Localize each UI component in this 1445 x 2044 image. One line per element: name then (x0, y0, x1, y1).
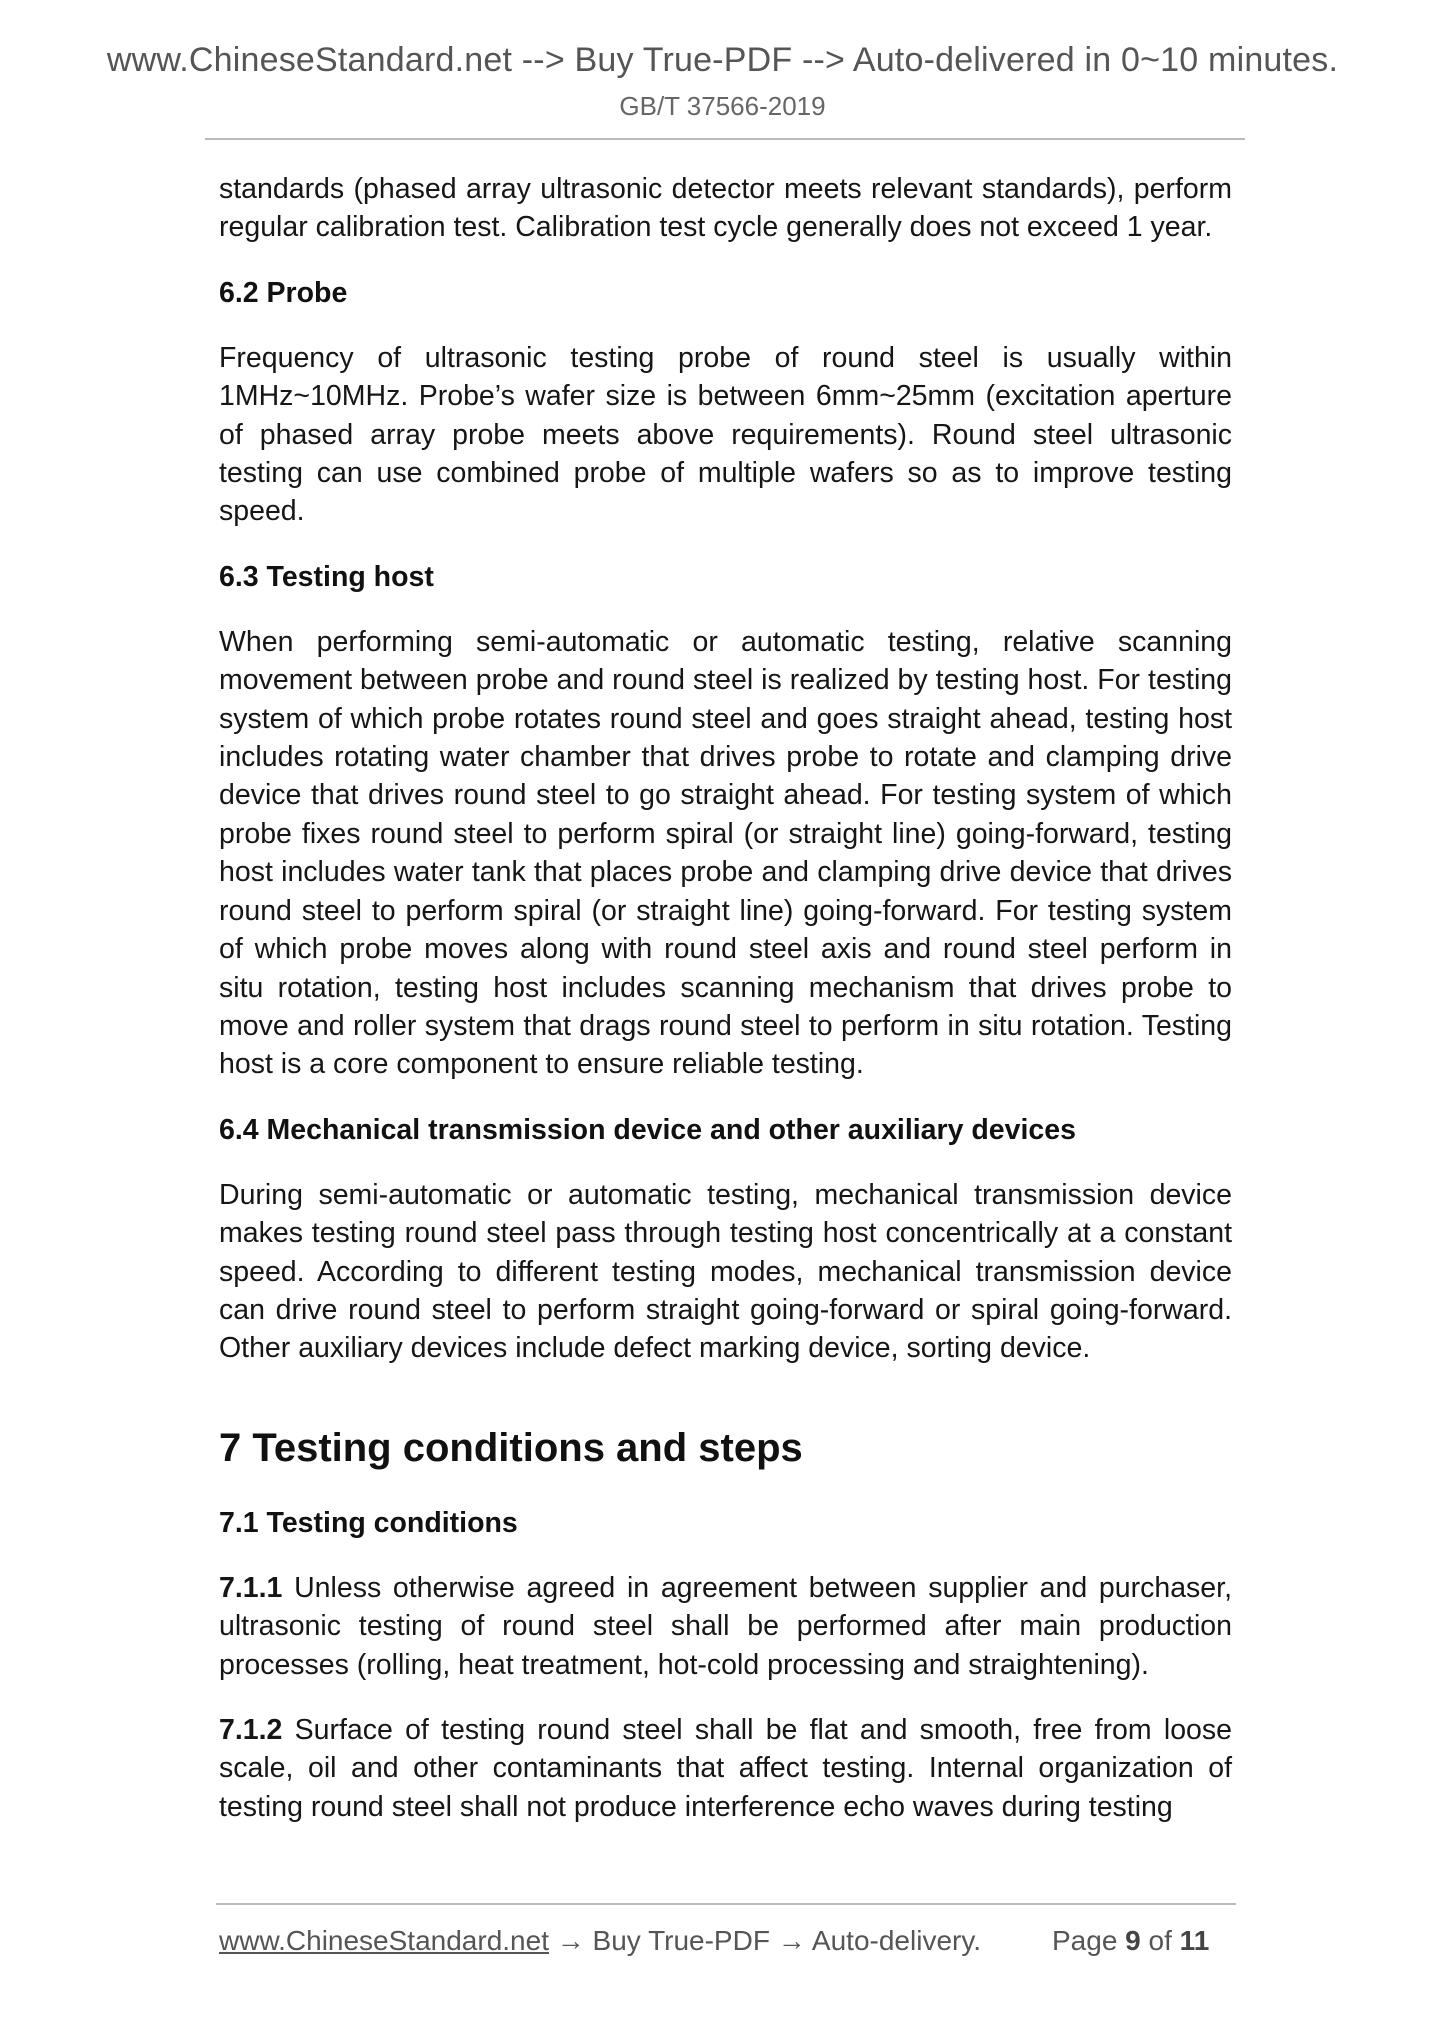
total-page-number: 11 (1179, 1925, 1210, 1956)
heading-6-2: 6.2 Probe (219, 276, 348, 309)
heading-6-4: 6.4 Mechanical transmission device and other auxiliary devices (219, 1113, 1076, 1146)
header-divider (205, 138, 1245, 140)
footer-nav-text: → Buy True-PDF → Auto-delivery. (548, 1925, 982, 1956)
header-banner: www.ChineseStandard.net --> Buy True-PDF --> Auto-delivered in 0~10 minutes. (106, 41, 1339, 79)
paragraph-6-3: When performing semi-automatic or automatic testing, relative scanning movement between probe and round steel is realized by testing host. For testing system of which probe rotates round steel and goes straight ahead, testing host includes rotating water chamber that drives probe to rotate and clamping drive device that drives round steel to go straight ahead. For testing system of which probe fixes round steel to perform spiral (or straight line) going-forward, testing host includes water tank that places probe and clamping drive device that drives round steel to perform spiral (or straight line) going-forward. For testing system of which probe moves along with round steel axis and round steel perform in situ rotation, testing host includes scanning mechanism that drives probe to move and roller system that drags round steel to perform in situ rotation. Testing host is a core component to ensure reliable testing. (219, 625, 1232, 1081)
page-indicator (1052, 1922, 1209, 1960)
continuation-paragraph: standards (phased array ultrasonic detector meets relevant standards), perform regular calibration test. Calibration test cycle generally does not exceed 1 year. (219, 173, 1232, 244)
clause-number-7-1-1: 7.1.1 (219, 1571, 283, 1604)
clause-7-1-1 (219, 1569, 1232, 1684)
heading-7: 7 Testing conditions and steps (219, 1425, 803, 1470)
heading-6-3: 6.3 Testing host (219, 560, 434, 593)
clause-text-7-1-1: Unless otherwise agreed in agreement between supplier and purchaser, ultrasonic testing of round steel shall be performed after main production processes (rolling, heat treatment, hot-cold processing and straightening). (219, 1571, 1232, 1681)
page-label: Page (1052, 1925, 1126, 1956)
standard-code: GB/T 37566-2019 (619, 91, 826, 121)
paragraph-6-4: During semi-automatic or automatic testing, mechanical transmission device makes testing round steel pass through testing host concentrically at a constant speed. According to different testing modes, mechanical transmission device can drive round steel to perform straight going-forward or spiral going-forward. Other auxiliary devices include defect marking device, sorting device. (219, 1178, 1232, 1365)
paragraph-6-2: Frequency of ultrasonic testing probe of round steel is usually within 1MHz~10MHz. Probe’s wafer size is between 6mm~25mm (excitation aperture of phased array probe meets above requirements). Round steel ultrasonic testing can use combined probe of multiple wafers so as to improve testing speed. (219, 341, 1232, 528)
of-label: of (1140, 1925, 1180, 1956)
chinesestandard-link[interactable]: www.ChineseStandard.net (219, 1925, 549, 1956)
clause-number-7-1-2: 7.1.2 (219, 1713, 283, 1746)
footer-divider (216, 1903, 1236, 1905)
footer-links (219, 1922, 981, 1960)
heading-7-1: 7.1 Testing conditions (219, 1506, 518, 1539)
clause-text-7-1-2: Surface of testing round steel shall be flat and smooth, free from loose scale, oil and other contaminants that affect testing. Internal organization of testing round steel shall not produce interference echo waves during testing (219, 1713, 1232, 1823)
clause-7-1-2 (219, 1711, 1232, 1826)
document-body (219, 170, 1232, 1853)
current-page-number: 9 (1125, 1925, 1141, 1956)
